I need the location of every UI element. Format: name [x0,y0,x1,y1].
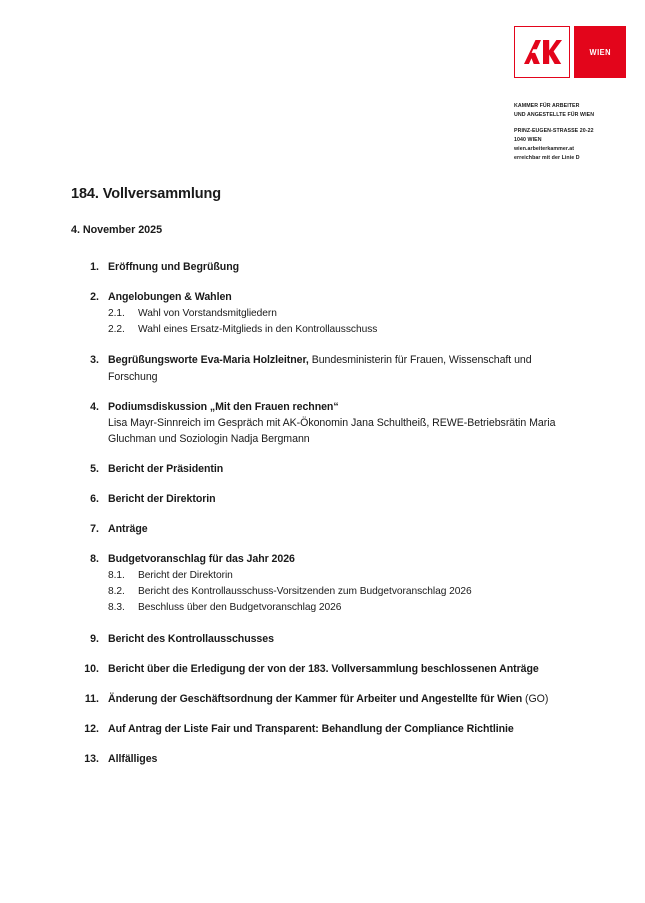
ak-wien-logo-block [514,26,630,163]
agenda-subitem [108,600,561,616]
agenda-item-body [99,551,561,616]
agenda-item-title-main: Bericht der Präsidentin [108,462,224,475]
agenda-subitem [108,584,561,600]
agenda-item [71,461,561,477]
agenda-subitem-label: Bericht der Direktorin [138,570,233,582]
agenda-item-body [99,259,561,275]
agenda-item [71,721,561,737]
page-title: 184. Vollversammlung [71,186,222,202]
agenda-subitem-number: 8.2. [108,586,125,598]
agenda-item [71,491,561,507]
agenda-item-body [99,399,561,447]
agenda-item-title-secondary: Bundesministerin für Frauen, Wissenschaft und Forschung [108,354,532,383]
agenda-subitem-number: 2.2. [108,324,125,336]
agenda-item [71,259,561,275]
agenda-item-title [108,661,561,677]
organisation-name-line-1: KAMMER FÜR ARBEITER [514,103,580,109]
agenda-subitem-number: 8.3. [108,602,125,614]
agenda-item-body [99,461,561,477]
agenda-item-number: 10. [84,662,99,675]
agenda-item-number: 13. [84,752,99,765]
agenda-item-title [108,259,561,275]
agenda-item-title-main: Podiumsdiskussion „Mit den Frauen rechnen“ [108,400,339,413]
document-content [71,186,561,781]
agenda-item-body [99,691,561,707]
agenda-item-number: 6. [90,492,99,505]
agenda-item-body [99,289,561,338]
agenda-item-title-main: Allfälliges [108,752,158,765]
wien-logo-badge [574,26,626,78]
agenda-item-body [99,751,561,767]
agenda-item-title [108,721,561,737]
address-transit-note: erreichbar mit der Linie D [514,155,580,162]
organisation-name-line-2: UND ANGESTELLTE FÜR WIEN [514,112,595,119]
agenda-item-title-main: Auf Antrag der Liste Fair und Transparent: Behandlung der Compliance Richtlinie [108,722,514,735]
agenda-item-description: Lisa Mayr-Sinnreich im Gespräch mit AK-Ökonomin Jana Schultheiß, REWE-Betriebsrätin Maria Gluchman und Soziologin Nadja Bergmann [108,416,556,445]
agenda-item [71,521,561,537]
organisation-address [514,102,623,163]
agenda-subitem-label: Beschluss über den Budgetvoranschlag 2026 [138,602,342,614]
agenda-item-title-secondary: (GO) [522,692,549,705]
agenda-subitem-list [108,306,561,338]
agenda-list [71,259,561,767]
agenda-subitem [108,568,561,584]
agenda-item-title-main: Bericht des Kontrollausschusses [108,632,274,645]
agenda-subitem-number: 2.1. [108,308,125,320]
agenda-subitem-label: Wahl eines Ersatz-Mitglieds in den Kontrollausschuss [138,324,378,336]
agenda-item-number: 8. [90,553,99,566]
agenda-item-title [108,491,561,507]
agenda-item-body [99,721,561,737]
agenda-item-title-main: Budgetvoranschlag für das Jahr 2026 [108,553,295,566]
agenda-item-title-main: Bericht über die Erledigung der von der 183. Vollversammlung beschlossenen Anträge [108,662,539,675]
agenda-item-body [99,661,561,677]
agenda-item-title-main: Änderung der Geschäftsordnung der Kammer für Arbeiter und Angestellte für Wien [108,692,523,705]
logo-marks [514,26,630,78]
address-street: PRINZ-EUGEN-STRASSE 20-22 [514,128,594,135]
agenda-item-body [99,521,561,537]
agenda-item-title [108,751,561,767]
agenda-item [71,352,561,384]
agenda-item [71,751,561,767]
agenda-item-number: 12. [84,722,99,735]
agenda-item [71,551,561,616]
agenda-item-number: 4. [90,400,99,413]
agenda-item-number: 7. [90,523,99,536]
agenda-item-body [99,491,561,507]
agenda-item [71,631,561,647]
agenda-item-title [108,289,561,305]
agenda-item [71,399,561,447]
agenda-item-title [108,631,561,647]
agenda-item-number: 5. [90,462,99,475]
meeting-date: 4. November 2025 [71,224,163,236]
agenda-subitem-list [108,568,561,616]
agenda-item-body [99,352,561,384]
agenda-item-title [108,521,561,537]
agenda-subitem [108,306,561,322]
agenda-item [71,289,561,338]
agenda-item-title-main: Bericht der Direktorin [108,492,216,505]
ak-logo-icon [514,26,570,78]
agenda-item-number: 11. [84,692,99,705]
agenda-item-title-main: Angelobungen & Wahlen [108,291,232,304]
agenda-item-number: 3. [90,354,99,367]
agenda-item-title-main: Eröffnung und Begrüßung [108,261,240,273]
agenda-item [71,661,561,677]
agenda-item-title [108,691,561,707]
agenda-item-title [108,461,561,477]
wien-logo-label: WIEN [589,47,611,57]
address-city: 1040 WIEN [514,137,542,144]
agenda-item-title [108,551,561,567]
agenda-item-body [99,631,561,647]
agenda-subitem-number: 8.1. [108,570,125,582]
agenda-subitem-label: Wahl von Vorstandsmitgliedern [138,308,277,320]
agenda-subitem-label: Bericht des Kontrollausschuss-Vorsitzenden zum Budgetvoranschlag 2026 [138,586,472,598]
agenda-item-title [108,399,561,415]
agenda-item-title-main: Begrüßungsworte Eva-Maria Holzleitner, [108,354,309,367]
agenda-item-title-main: Anträge [108,523,148,536]
agenda-item-number: 2. [90,291,99,304]
agenda-item-title [108,352,561,384]
agenda-subitem [108,322,561,338]
address-spacer [514,120,623,127]
agenda-item-number: 1. [90,261,99,273]
agenda-item [71,691,561,707]
agenda-item-number: 9. [90,632,99,645]
address-website: wien.arbeiterkammer.at [514,146,575,153]
